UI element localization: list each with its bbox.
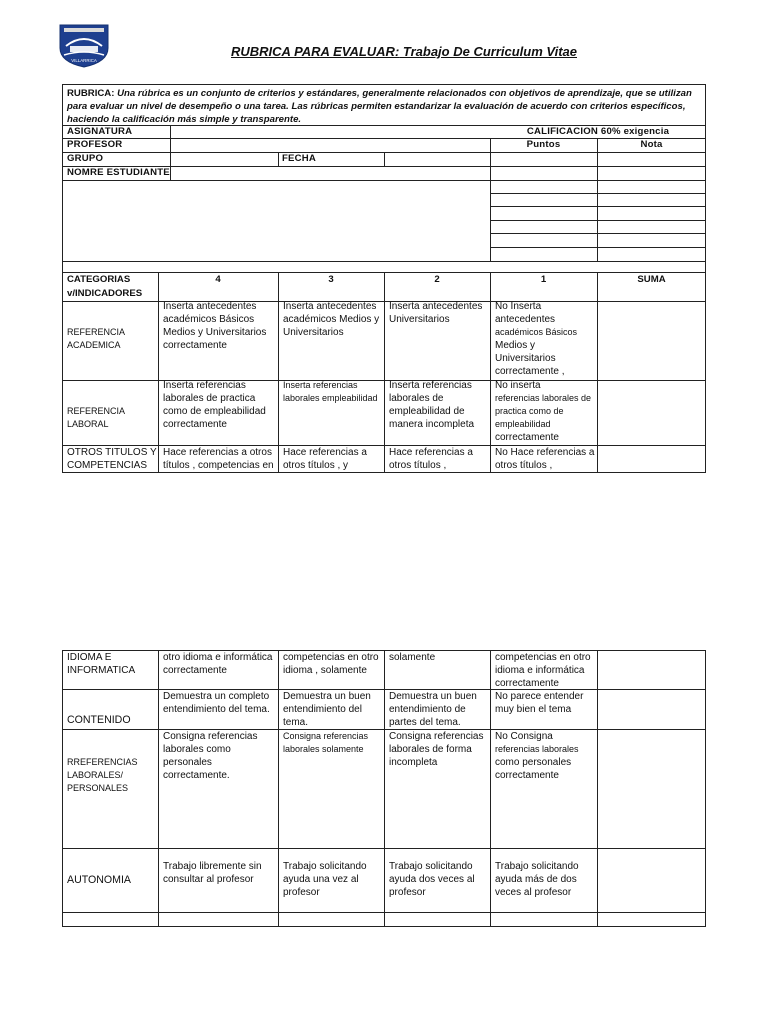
suma-field[interactable] bbox=[598, 849, 705, 911]
criterion-text: Inserta antecedentes académicos Medios y Universitarios bbox=[283, 301, 380, 338]
criterion-text bbox=[495, 379, 596, 444]
header-suma: SUMA bbox=[637, 274, 666, 285]
criterion-text: otro idioma e informática correctamente bbox=[163, 652, 273, 676]
criterion-text: Hace referencias a otros títulos , y bbox=[283, 447, 367, 471]
title-rest: Trabajo De Curriculum Vitae bbox=[399, 44, 577, 59]
criterion-text: Demuestra un buen entendimiento de partes del tema. bbox=[389, 691, 477, 728]
criterion-line: No inserta bbox=[495, 380, 541, 391]
criterion-text: Demuestra un completo entendimiento del tema. bbox=[163, 691, 270, 715]
criterion-text: No parece entender muy bien el tema bbox=[495, 691, 584, 715]
criterion-line: académicos Básicos bbox=[495, 327, 578, 337]
rubric-definition bbox=[67, 87, 703, 126]
nombre-estudiante-field[interactable] bbox=[171, 167, 489, 179]
header-score-1: 1 bbox=[540, 274, 547, 285]
category-autonomia: AUTONOMIA bbox=[67, 874, 131, 886]
criterion-line: correctamente bbox=[495, 432, 559, 443]
criterion-line: Medios y Universitarios correctamente , bbox=[495, 340, 565, 377]
criterion-text: Inserta antecedentes académicos Básicos Medios y Universitarios correctamente bbox=[163, 301, 267, 351]
criterion-text: competencias en otro idioma e informática correctamente bbox=[495, 652, 591, 689]
header-score-4: 4 bbox=[215, 274, 221, 285]
grupo-field[interactable] bbox=[171, 153, 277, 165]
category-otros-titulos: OTROS TITULOS Y COMPETENCIAS bbox=[67, 447, 157, 471]
criterion-text: Hace referencias a otros títulos , competencias en bbox=[163, 447, 274, 471]
asignatura-field[interactable] bbox=[171, 126, 489, 138]
title-prefix: RUBRICA PARA EVALUAR: bbox=[231, 44, 400, 59]
criterion-line: referencias laborales bbox=[495, 744, 579, 754]
criterion-text: solamente bbox=[389, 652, 436, 663]
label-grupo: GRUPO bbox=[67, 153, 104, 164]
fecha-field[interactable] bbox=[385, 153, 489, 165]
header-score-2: 2 bbox=[434, 274, 440, 285]
page-title bbox=[0, 44, 768, 59]
label-calificacion: CALIFICACION 60% exigencia bbox=[526, 126, 670, 137]
label-nota: Nota bbox=[640, 139, 663, 150]
category-contenido: CONTENIDO bbox=[67, 714, 131, 726]
criterion-text bbox=[495, 300, 596, 378]
label-puntos: Puntos bbox=[526, 139, 561, 150]
suma-field[interactable] bbox=[598, 690, 705, 728]
rubric-lead: RUBRICA: bbox=[67, 88, 115, 99]
criterion-text: Inserta antecedentes Universitarios bbox=[389, 301, 483, 325]
criterion-text: Hace referencias a otros títulos , bbox=[389, 447, 473, 471]
criterion-text: Inserta referencias laborales empleabilidad bbox=[283, 380, 378, 403]
criterion-text: Inserta referencias laborales de empleabilidad de manera incompleta bbox=[389, 380, 475, 430]
criterion-text: Trabajo solicitando ayuda más de dos veces al profesor bbox=[495, 861, 579, 898]
criterion-text bbox=[495, 730, 596, 782]
header-score-3: 3 bbox=[328, 274, 334, 285]
criterion-text: Trabajo libremente sin consultar al profesor bbox=[163, 861, 262, 885]
criterion-text: Demuestra un buen entendimiento del tema. bbox=[283, 691, 371, 728]
category-referencia-academica: REFERENCIA ACADEMICA bbox=[67, 327, 126, 350]
rubric-definition-text: Una rúbrica es un conjunto de criterios y estándares, generalmente relacionados con objetivos de aprendizaje, que se utilizan para evaluar un nivel de desempeño o una tarea. Las rúbricas permiten estandarizar la evaluación de acuerdo con criterios específicos, haciendo la calificación más simple y transparente. bbox=[67, 88, 692, 125]
criterion-text: Inserta referencias laborales de practica como de empleabilidad correctamente bbox=[163, 380, 266, 430]
criterion-line: referencias laborales de practica como de empleabilidad bbox=[495, 393, 592, 429]
suma-field[interactable] bbox=[598, 302, 705, 379]
criterion-text: No Hace referencias a otros títulos , bbox=[495, 447, 595, 471]
suma-field[interactable] bbox=[598, 651, 705, 688]
category-idioma-informatica: IDIOMA E INFORMATICA bbox=[67, 652, 136, 676]
category-referencia-laboral: REFERENCIA LABORAL bbox=[67, 406, 126, 429]
header-categorias: CATEGORIAS v/INDICADORES bbox=[67, 274, 143, 299]
label-nombre-estudiante: NOMRE ESTUDIANTE bbox=[67, 167, 170, 178]
label-asignatura: ASIGNATURA bbox=[67, 126, 133, 137]
criterion-line: No Inserta antecedentes bbox=[495, 301, 556, 325]
suma-field[interactable] bbox=[598, 730, 705, 847]
label-profesor: PROFESOR bbox=[67, 139, 123, 150]
criterion-text: Consigna referencias laborales como personales correctamente. bbox=[163, 731, 258, 781]
criterion-text: Consigna referencias laborales solamente bbox=[283, 731, 369, 754]
criterion-text: Trabajo solicitando ayuda una vez al profesor bbox=[283, 861, 367, 898]
category-referencias-laborales-personales: RREFERENCIAS LABORALES/ PERSONALES bbox=[67, 757, 138, 793]
criterion-text: Trabajo solicitando ayuda dos veces al profesor bbox=[389, 861, 475, 898]
logo-text: VILLARRICA bbox=[71, 58, 97, 63]
suma-field[interactable] bbox=[598, 381, 705, 444]
label-fecha: FECHA bbox=[282, 153, 317, 164]
criterion-text: Consigna referencias laborales de forma incompleta bbox=[389, 731, 484, 768]
criterion-text: competencias en otro idioma , solamente bbox=[283, 652, 379, 676]
criterion-line: No Consigna bbox=[495, 731, 553, 742]
criterion-line: como personales correctamente bbox=[495, 757, 572, 781]
profesor-field[interactable] bbox=[171, 139, 489, 151]
